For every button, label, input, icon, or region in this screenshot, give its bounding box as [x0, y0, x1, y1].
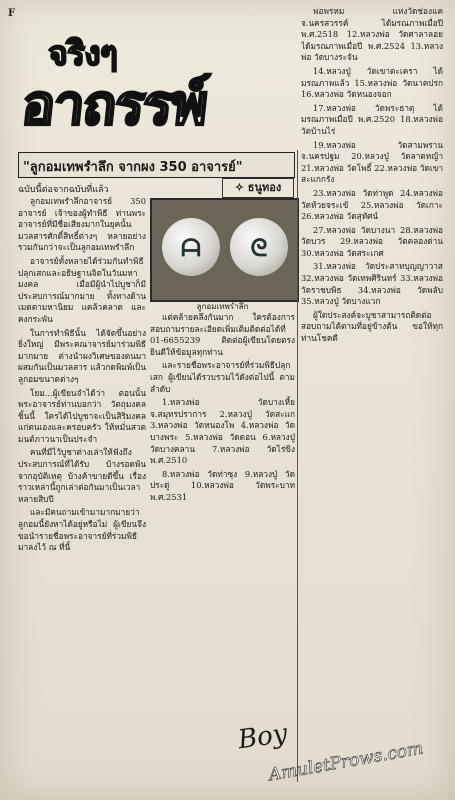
author-name: ธนูทอง	[247, 181, 282, 194]
paragraph: และรายชื่อพระอาจารย์ที่ร่วมพิธีปลุกเสก ผู้เขียนได้รวบรวมไว้ดังต่อไปนี้ ตามลำดับ	[150, 360, 295, 394]
masthead	[18, 26, 283, 138]
article-column-left	[18, 196, 146, 782]
amulet-ball-right: ᘓ	[230, 218, 288, 276]
handwritten-signature: Boy	[236, 718, 290, 756]
paragraph: 19.หลวงพ่อ วัดสามพราน จ.นครปฐม 20.หลวงปู่ วัดลาดหญ้า 21.หลวงพ่อ วัดโพธิ์ 22.หลวงพ่อ วัดเขาสะแกกรัง	[301, 139, 443, 185]
paragraph: 23.หลวงพ่อ วัดท่าพูด 24.หลวงพ่อ วัดห้วยจระเข้ 25.หลวงพ่อ วัดเกาะ 26.หลวงพ่อ วัดสุทัศน์	[301, 187, 443, 222]
paragraph: ในการทำพิธีนั้น ได้จัดขึ้นอย่างยิ่งใหญ่ มีพระคณาจารย์มาร่วมพิธีมากมาย ต่างนำผงวิเศษของตนมาผสมกันเป็นมวลสาร แล้วกดพิมพ์เป็นลูกอมขนาดต่างๆ	[18, 327, 146, 384]
paragraph: ลูกอมเทพรำลึกอาจารย์ 350 อาจารย์ เจ้าของผู้ทำพิธี ท่านพระอาจารย์ที่มีชื่อเสียงมากในยุคนั้น มวลสารศักดิ์สิทธิ์ต่างๆ หลายอย่างรวมกันกว่าจะเป็นลูกอมเทพรำลึก	[18, 196, 146, 253]
column-divider	[297, 150, 298, 782]
paragraph: 27.หลวงพ่อ วัดบางนา 28.หลวงพ่อ วัดบวร 29.หลวงพ่อ วัดคลองด่าน 30.หลวงพ่อ วัดสระเกศ	[301, 224, 443, 258]
amulet-photo	[150, 198, 299, 302]
headline-box	[18, 152, 295, 178]
intro-text: ฉบับนี้ต่อจากฉบับที่แล้ว	[18, 185, 109, 195]
masthead-line1: จริงๆ	[48, 34, 118, 74]
headline: "ลูกอมเทพรำลึก จากผง 350 อาจารย์"	[23, 160, 243, 175]
photo-caption: ลูกอมเทพรำลึก	[196, 302, 249, 311]
paragraph: 17.หลวงพ่อ วัดพระธาตุ ได้มรณภาพเมื่อปี พ.ศ.2520 18.หลวงพ่อ วัดบ้านไร่	[301, 102, 443, 136]
paragraph: คนที่มีไว้บูชาต่างเล่าให้ฟังถึงประสบการณ์ที่ได้รับ บ้างรอดพ้นจากอุบัติเหตุ บ้างค้าขายดีขึ้น เรื่องราวเหล่านี้ถูกเล่าต่อกันมาเป็นเวลาหลายสิบปี	[18, 447, 146, 504]
paragraph: โยม...ผู้เขียนจำได้ว่า ตอนนั้นพระอาจารย์ท่านบอกว่า วัตถุมงคลชิ้นนี้ ใครได้ไปบูชาจะเป็นสิริมงคลแก่ตนเองและครอบครัว ให้หมั่นสวดมนต์ภาวนาเป็นประจำ	[18, 387, 146, 444]
masthead-line2: อาถรรพ์	[18, 73, 210, 138]
article-column-middle	[150, 312, 295, 782]
article-column-right	[301, 6, 443, 782]
paragraph: 14.หลวงปู่ วัดเขาตะเครา ได้มรณภาพแล้ว 15.หลวงพ่อ วัดนาคปรก 16.หลวงพ่อ วัดหนองจอก	[301, 65, 443, 100]
paragraph: 8.หลวงพ่อ วัดท่าซุง 9.หลวงปู่ วัดประดู่ 10.หลวงพ่อ วัดพระบาท พ.ศ.2531	[150, 468, 295, 502]
amulet-ball-left: ᗩ	[162, 218, 220, 276]
corner-mark: F	[8, 8, 16, 19]
paragraph: อาจารย์ทั้งหลายได้ร่วมกันทำพิธีปลุกเสกและอธิษฐานจิตในวันมหามงคล เมื่อมีผู้นำไปบูชาก็มีประสบการณ์มากมาย ทั้งทางด้านเมตตามหานิยม แคล้วคลาด และคงกระพัน	[18, 255, 146, 324]
paragraph: 1.หลวงพ่อ วัดบางเหี้ย จ.สมุทรปราการ 2.หลวงปู่ วัดสะแก 3.หลวงพ่อ วัดหนองโพ 4.หลวงพ่อ วัดบางพระ 5.หลวงพ่อ วัดดอน 6.หลวงปู่ วัดบางคลาน 7.หลวงพ่อ วัดไร่ขิง พ.ศ.2510	[150, 397, 295, 466]
site-watermark: AmuletProws.com	[267, 738, 425, 786]
paragraph: 31.หลวงพ่อ วัดประสาทบุญญาวาส 32.หลวงพ่อ วัดเทพศิรินทร์ 33.หลวงพ่อ วัดราชบพิธ 34.หลวงพ่อ วัดพลับ 35.หลวงปู่ วัดบางแวก	[301, 261, 443, 307]
paragraph: พ่อพรหม แห่งวัดช่องแค จ.นครสวรรค์ ได้มรณภาพเมื่อปี พ.ศ.2518 12.หลวงพ่อ วัดศาลาลอย ได้มรณภาพเมื่อปี พ.ศ.2524 13.หลวงพ่อ วัดบางระจัน	[301, 6, 443, 63]
paragraph: แต่คล้ายคลึงกันมาก ใครต้องการสอบถามรายละเอียดเพิ่มเติมติดต่อได้ที่ 01-6655239 ติดต่อผู้เขียนโดยตรง ยินดีให้ข้อมูลทุกท่าน	[150, 312, 295, 357]
paragraph: ผู้ใดประสงค์จะบูชาสามารถติดต่อสอบถามได้ตามที่อยู่ข้างต้น ขอให้ทุกท่านโชคดี	[301, 309, 443, 344]
author-byline: ✧ ธนูทอง	[222, 178, 294, 198]
paragraph: และมีคนถามเข้ามามากมายว่าลูกอมนี้ยังหาได้อยู่หรือไม่ ผู้เขียนจึงขอนำรายชื่อพระอาจารย์ที่ร่วมพิธีมาลงไว้ ณ ที่นี้	[18, 507, 146, 553]
